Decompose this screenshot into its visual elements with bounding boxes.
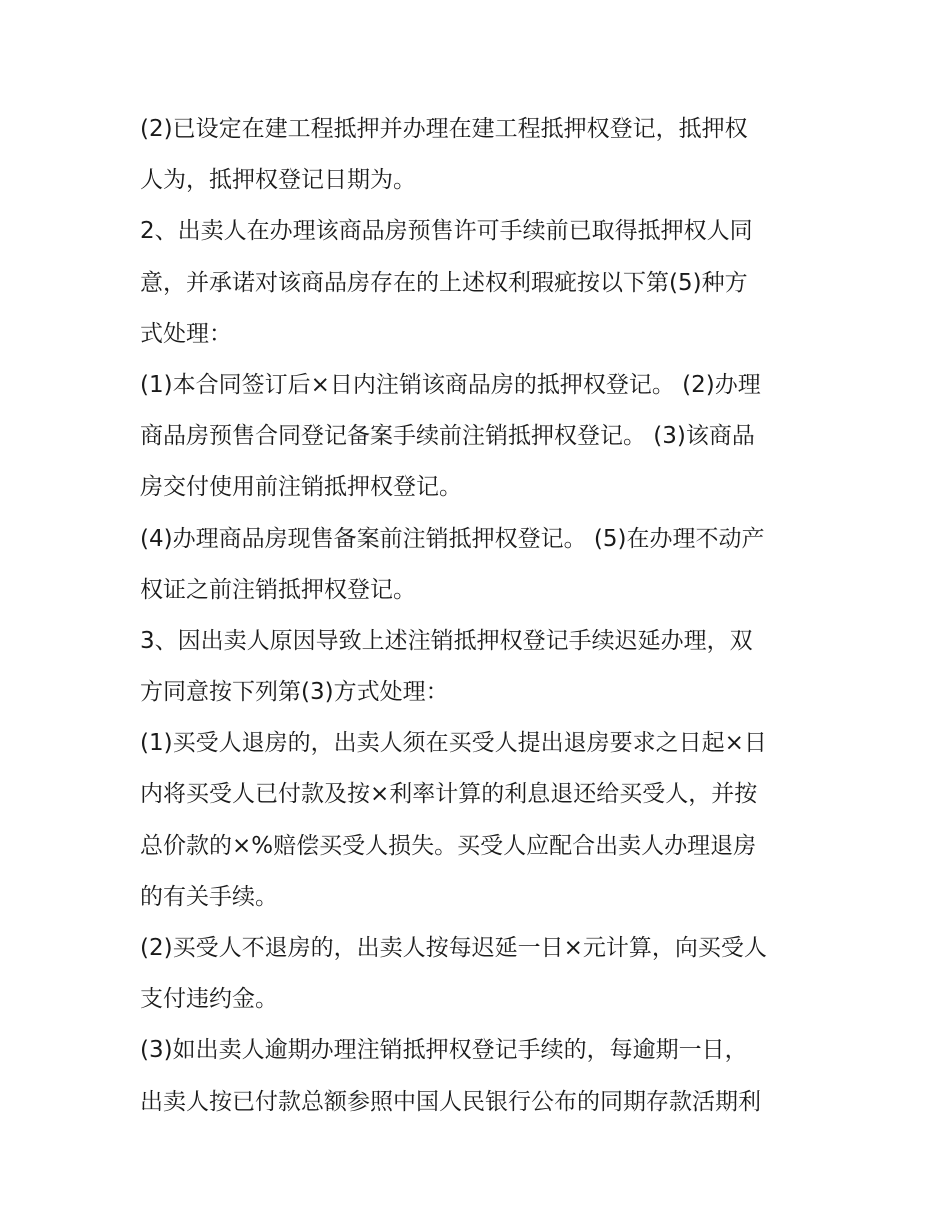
text-line: 商品房预售合同登记备案手续前注销抵押权登记。 (3)该商品 xyxy=(140,423,755,450)
text-line: 3、因出卖人原因导致上述注销抵押权登记手续迟延办理，双 xyxy=(140,627,753,654)
text-line: (1)本合同签订后×日内注销该商品房的抵押权登记。 (2)办理 xyxy=(140,371,761,398)
text-line: 支付违约金。 xyxy=(140,986,278,1013)
text-line: 式处理： xyxy=(140,320,232,347)
text-line: 方同意按下列第(3)方式处理： xyxy=(140,679,449,706)
document-body xyxy=(140,104,815,1128)
text-line: 总价款的×%赔偿买受人损失。买受人应配合出卖人办理退房 xyxy=(140,832,757,859)
text-line: 权证之前注销抵押权登记。 xyxy=(140,576,416,603)
text-line: (2)已设定在建工程抵押并办理在建工程抵押权登记，抵押权 xyxy=(140,116,748,142)
paragraph xyxy=(140,360,815,514)
paragraph xyxy=(140,104,815,206)
text-line: 内将买受人已付款及按×利率计算的利息退还给买受人，并按 xyxy=(140,781,758,808)
paragraph xyxy=(140,206,815,360)
paragraph xyxy=(140,616,815,718)
text-line: 出卖人按已付款总额参照中国人民银行公布的同期存款活期利 xyxy=(140,1088,761,1115)
paragraph xyxy=(140,1025,815,1127)
text-line: (3)如出卖人逾期办理注销抵押权登记手续的，每逾期一日， xyxy=(140,1037,748,1064)
paragraph xyxy=(140,923,815,1025)
text-line: 的有关手续。 xyxy=(140,883,278,910)
paragraph xyxy=(140,514,815,616)
paragraph xyxy=(140,718,815,923)
text-line: (4)办理商品房现售备案前注销抵押权登记。 (5)在办理不动产 xyxy=(140,525,765,552)
text-line: 意，并承诺对该商品房存在的上述权利瑕疵按以下第(5)种方 xyxy=(140,269,748,296)
text-line: (2)买受人不退房的，出卖人按每迟延一日×元计算，向买受人 xyxy=(140,935,767,961)
text-line: 房交付使用前注销抵押权登记。 xyxy=(140,474,462,501)
text-line: (1)买受人退房的，出卖人须在买受人提出退房要求之日起×日 xyxy=(140,730,767,757)
text-line: 人为，抵押权登记日期为。 xyxy=(140,167,416,194)
text-line: 2、出卖人在办理该商品房预售许可手续前已取得抵押权人同 xyxy=(140,218,753,245)
